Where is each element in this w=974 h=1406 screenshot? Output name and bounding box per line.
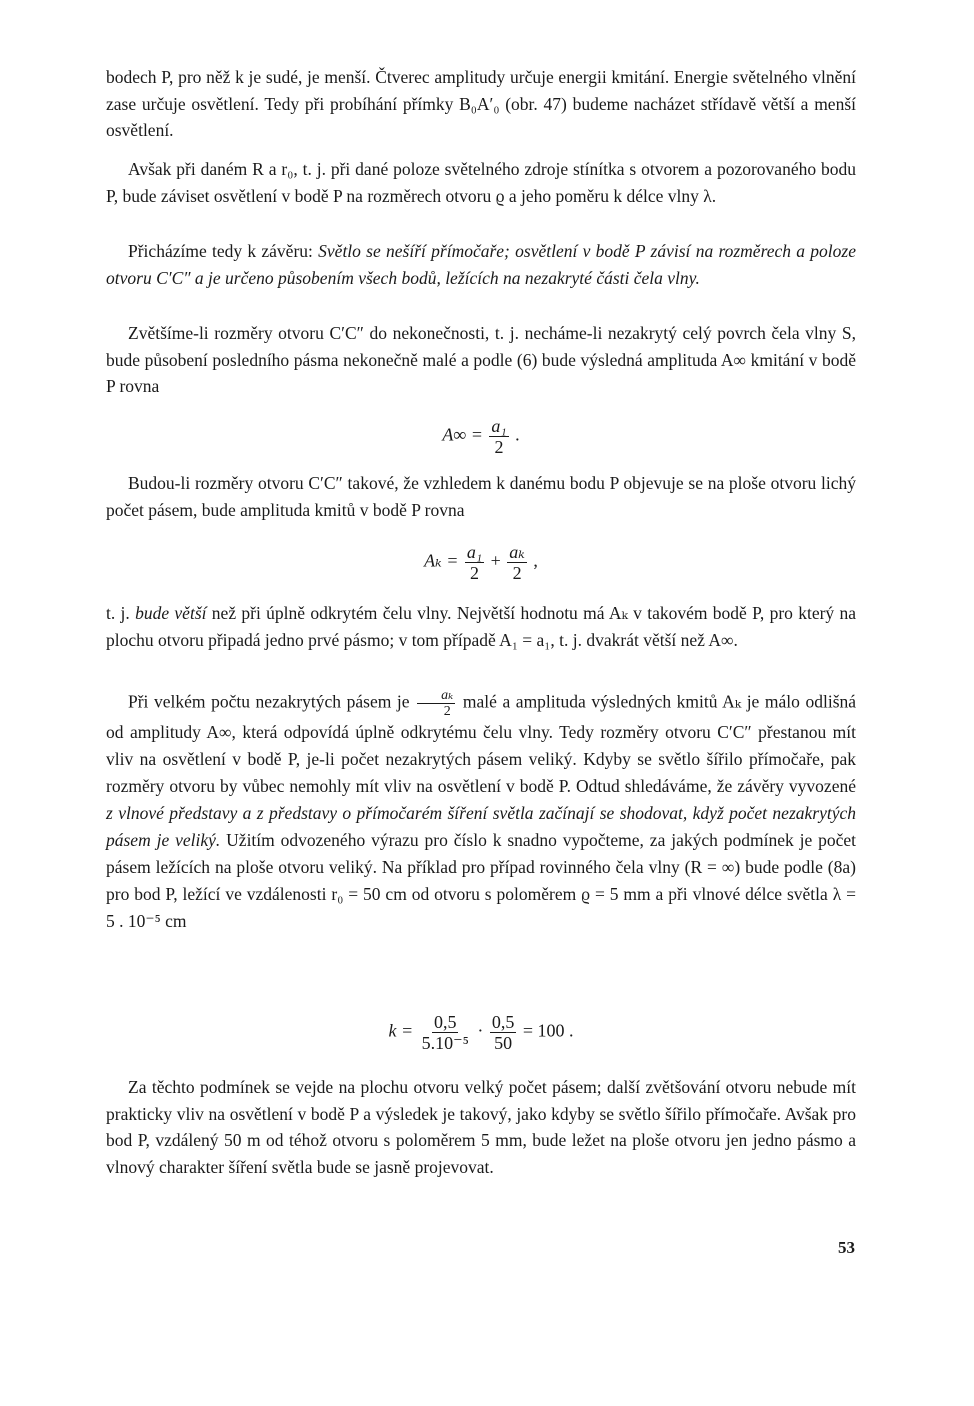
equation-a-infinity: [106, 416, 856, 457]
eq3-denominator-2: 50: [494, 1033, 513, 1053]
eq1-tail: .: [515, 424, 520, 445]
paragraph-7-conclusion: z vlnové představy a z představy o přímočarém šíření světla začínají se shodovat, když počet nezakrytých pásem je veliký.: [106, 803, 856, 850]
eq3-fraction-1: [420, 1012, 471, 1053]
eq2-plus: +: [490, 550, 501, 571]
paragraph-3-lead: Přicházíme tedy k závěru:: [128, 241, 319, 261]
eq2-numerator-1: a₁: [466, 542, 483, 562]
paragraph-6-rest: než při úplně odkrytém čelu vlny. Největší hodnotu má Aₖ v takovém bodě P, pro který na plochu otvoru připadá jedno prvé pásmo; v tom případě A₁ = a₁, t. j. dvakrát větší než A∞.: [106, 603, 856, 650]
eq2-denominator-1: 2: [469, 563, 479, 583]
eq2-tail: ,: [533, 550, 538, 571]
paragraph-6: [106, 600, 856, 653]
paragraph-7-lead: Při velkém počtu nezakrytých pásem je: [128, 691, 410, 712]
eq3-dot: ·: [477, 1020, 484, 1041]
paragraph-3: [106, 238, 856, 291]
inline-fraction-ak-over-2: [417, 688, 455, 719]
eq1-numerator: a₁: [491, 416, 507, 436]
eq2-denominator-2: 2: [512, 563, 522, 583]
eq1-fraction: [489, 416, 508, 457]
inline-fraction-denominator: 2: [443, 704, 451, 719]
paragraph-6-emphasis: bude větší: [135, 603, 207, 623]
paragraph-8: Za těchto podmínek se vejde na plochu otvoru velký počet pásem; další zvětšování otvoru nebude mít prakticky vliv na osvětlení v bodě P a výsledek je takový, jako kdyby se světlo šířilo přímočaře. Avšak pro bod P, vzdálený 50 m od téhož otvoru s poloměrem 5 mm, bude ležet na ploše otvoru jen jedno pásmo a vlnový charakter šíření světla bude se jasně projevovat.: [106, 1077, 856, 1177]
paragraph-7: [106, 688, 856, 935]
paragraph-7-middle: malé a amplituda výsledných kmitů Aₖ je málo odlišná od amplitudy A∞, která odpovídá úplně odkrytému čelu vlny. Tedy rozměry otvoru C′C″ přestanou mít vliv na osvětlení v bodě P, je-li počet nezakrytých pásem veliký. Kdyby se světlo šířilo přímočaře, pak rozměry otvoru by vůbec nemohly mít vliv na osvětlení v bodě P. Odtud shledáváme, že závěry vyvozené: [106, 691, 857, 796]
eq2-lhs: Aₖ =: [424, 550, 459, 571]
eq3-denominator-1: 5.10⁻⁵: [421, 1033, 469, 1053]
paragraph-2: Avšak při daném R a r₀, t. j. při dané poloze světelného zdroje stínítka s otvorem a pozorovaného bodu P, bude záviset osvětlení v bodě P na rozměrech otvoru ϱ a jeho poměru k délce vlny λ.: [106, 159, 856, 206]
paragraph-1: bodech P, pro něž k je sudé, je menší. Čtverec amplitudy určuje energii kmitání. Energie světelného vlnění zase určuje osvětlení. Tedy při probíhání přímky B₀A′₀ (obr. 47) budeme nacházet střídavě větší a menší osvětlení.: [106, 67, 856, 140]
eq3-numerator-1: 0,5: [433, 1012, 457, 1032]
eq1-denominator: 2: [494, 437, 504, 457]
paragraph-6-lead: t. j.: [106, 603, 136, 623]
inline-fraction-numerator: aₖ: [417, 688, 455, 704]
equation-a-k: [106, 542, 856, 583]
eq3-fraction-2: [490, 1012, 517, 1053]
paragraph-3-conclusion: Světlo se nešíří přímočaře; osvětlení v bodě P závisí na rozměrech a poloze otvoru C′C″ a je určeno působením všech bodů, ležících na nezakryté části čela vlny.: [106, 241, 856, 288]
paragraph-7-rest: Užitím odvozeného výrazu pro číslo k snadno vypočteme, za jakých podmínek je počet pásem ležících na ploše otvoru veliký. Na příklad pro případ rovinného čela vlny (R = ∞) bude podle (8a) pro bod P, ležící ve vzdálenosti r₀ = 50 cm od otvoru s poloměrem ϱ = 5 mm a při vlnové délce světla λ = 5 . 10⁻⁵ cm: [106, 830, 857, 931]
eq3-tail: .: [569, 1020, 574, 1041]
eq2-fraction-1: [465, 542, 484, 583]
paragraph-5: Budou-li rozměry otvoru C′C″ takové, že vzhledem k danému bodu P objevuje se na ploše otvoru lichý počet pásem, bude amplituda kmitů v bodě P rovna: [106, 473, 856, 520]
eq1-lhs: A∞ =: [442, 424, 483, 445]
eq3-lhs: k =: [388, 1020, 414, 1041]
equation-k: [106, 1012, 856, 1053]
eq2-numerator-2: aₖ: [509, 542, 525, 562]
page-number: 53: [838, 1238, 855, 1257]
eq2-fraction-2: [507, 542, 527, 583]
eq3-numerator-2: 0,5: [491, 1012, 515, 1032]
paragraph-4: Zvětšíme-li rozměry otvoru C′C″ do nekonečnosti, t. j. necháme-li nezakrytý celý povrch čela vlny S, bude působení posledního pásma nekonečně malé a podle (6) bude výsledná amplituda A∞ kmitání v bodě P rovna: [106, 323, 856, 396]
eq3-rhs: = 100: [522, 1020, 565, 1041]
